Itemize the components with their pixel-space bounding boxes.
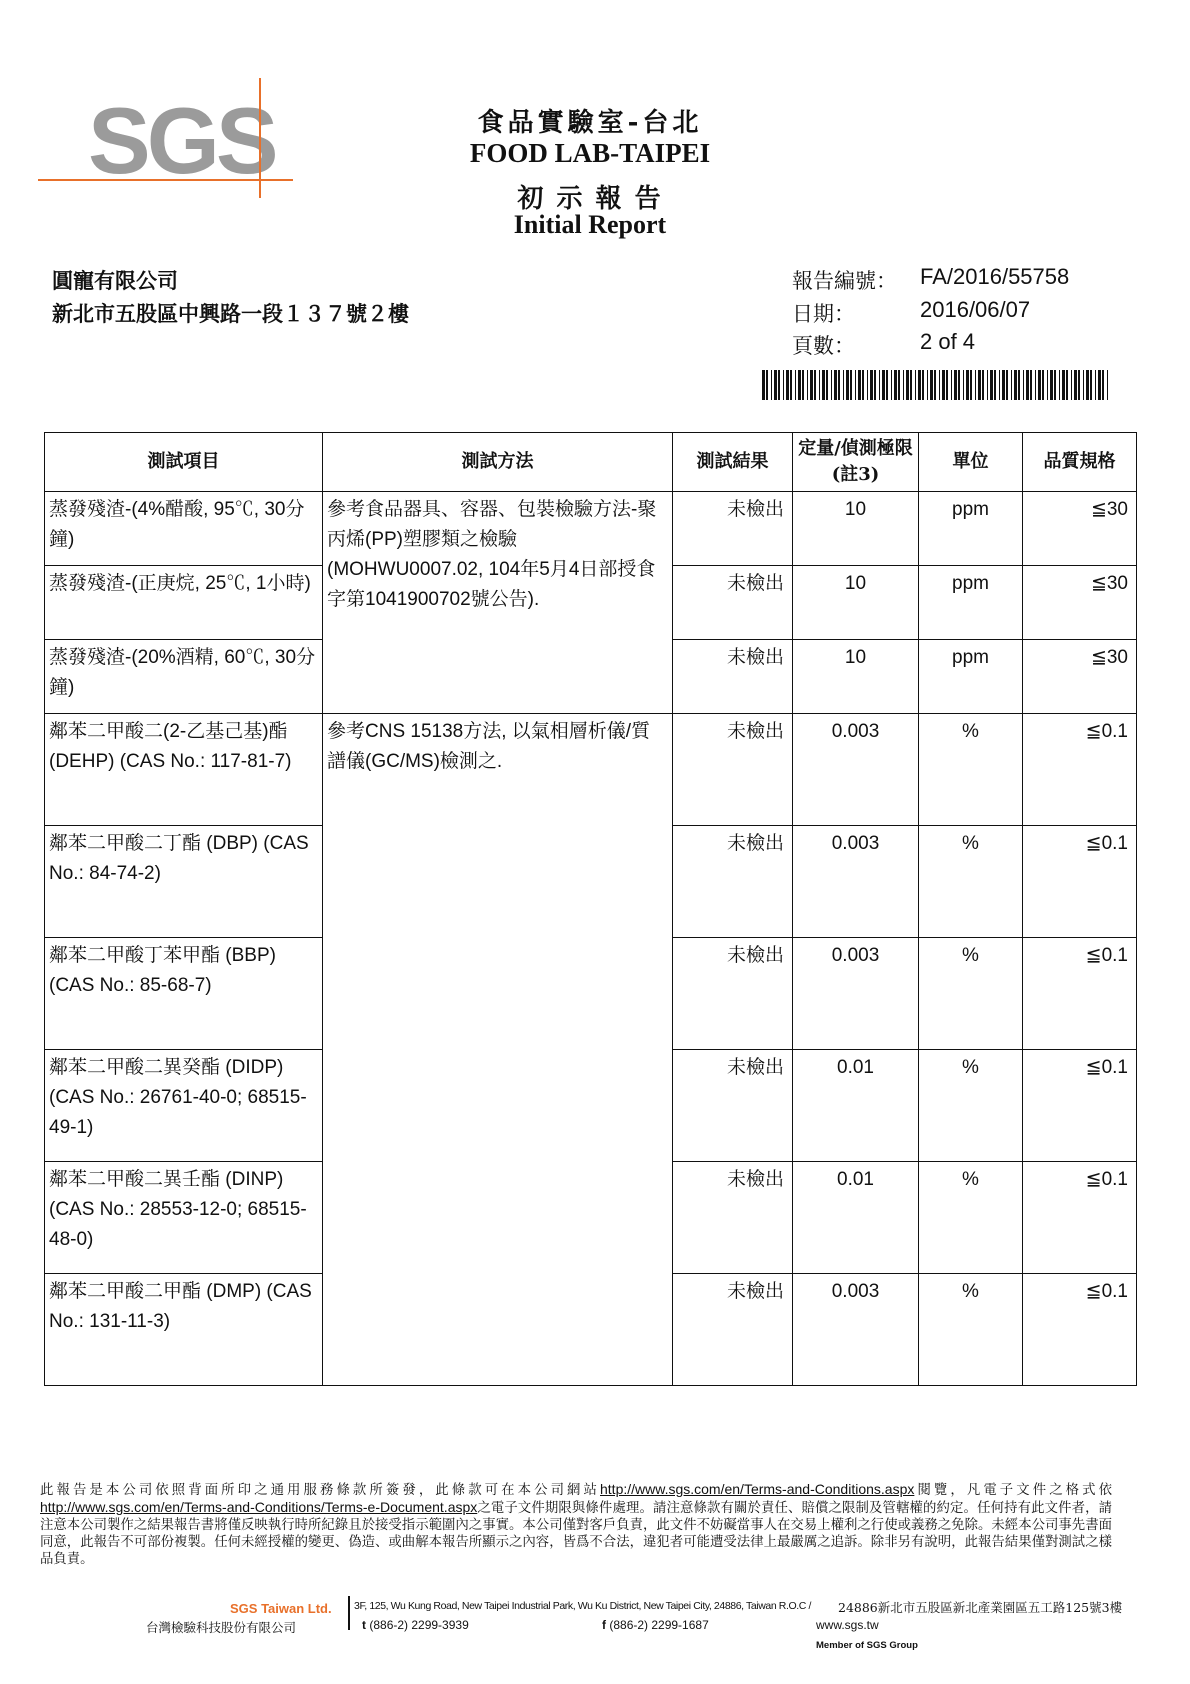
barcode-bar [1107, 370, 1108, 400]
row-spec: ≦30 [1023, 640, 1137, 714]
barcode-bar [1078, 370, 1080, 400]
fax-number: (886-2) 2299-1687 [609, 1618, 709, 1632]
row-limit: 10 [793, 492, 919, 566]
report-type-zh: 初 示 報 告 [517, 184, 663, 214]
barcode-bar [1023, 370, 1024, 400]
fax-label: f [602, 1618, 606, 1632]
header-result: 測試結果 [673, 433, 793, 492]
barcode-bar [819, 370, 820, 400]
barcode-bar [891, 370, 892, 400]
row-spec: ≦0.1 [1023, 826, 1137, 938]
barcode-bar [1095, 370, 1096, 400]
client-address: 新北市五股區中興路一段１３７號２樓 [52, 301, 409, 326]
row-unit: ppm [919, 492, 1023, 566]
header-test-method: 測試方法 [323, 433, 673, 492]
row-limit: 0.01 [793, 1050, 919, 1162]
barcode-bar [1086, 370, 1089, 400]
disclaimer-text-2: 閱覽，凡電子文件之格式依 [914, 1483, 1113, 1498]
barcode-bar [810, 370, 813, 400]
barcode-bar [874, 370, 876, 400]
barcode-bar [990, 370, 993, 400]
row-item: 蒸發殘渣-(4%醋酸, 95℃, 30分鐘) [45, 492, 323, 566]
disclaimer-text-1: 此報告是本公司依照背面所印之通用服務條款所簽發，此條款可在本公司網站 [40, 1483, 600, 1498]
row-item: 鄰苯二甲酸丁苯甲酯 (BBP) (CAS No.: 85-68-7) [45, 938, 323, 1050]
barcode-bar [927, 370, 928, 400]
barcode-bar [1090, 370, 1092, 400]
barcode-bar [826, 370, 828, 400]
page-count-label: 頁數： [792, 334, 855, 358]
barcode-bar [1054, 370, 1056, 400]
barcode-bar [910, 370, 912, 400]
barcode-bar [855, 370, 856, 400]
row-spec: ≦30 [1023, 566, 1137, 640]
e-document-terms-link[interactable]: http://www.sgs.com/en/Terms-and-Conditions/Terms-e-Document.aspx [40, 1499, 478, 1515]
barcode-bar [862, 370, 864, 400]
barcode-bar [999, 370, 1000, 400]
row-unit: % [919, 938, 1023, 1050]
client-name: 圓寵有限公司 [52, 268, 178, 293]
row-unit: % [919, 826, 1023, 938]
lab-title-en: FOOD LAB-TAIPEI [469, 138, 711, 168]
row-result: 未檢出 [673, 492, 793, 566]
header-test-item: 測試項目 [45, 433, 323, 492]
row-item: 鄰苯二甲酸二(2-乙基己基)酯 (DEHP) (CAS No.: 117-81-7) [45, 714, 323, 826]
row-item: 蒸發殘渣-(正庚烷, 25℃, 1小時) [45, 566, 323, 640]
barcode-bar [783, 370, 784, 400]
barcode-bar [867, 370, 868, 400]
report-number: FA/2016/55758 [920, 264, 1070, 289]
row-limit: 0.003 [793, 826, 919, 938]
barcode-bar [838, 370, 840, 400]
header-unit: 單位 [919, 433, 1023, 492]
barcode-bar [954, 370, 957, 400]
row-limit: 0.003 [793, 938, 919, 1050]
row-method: 參考食品器具、容器、包裝檢驗方法-聚丙烯(PP)塑膠類之檢驗(MOHWU0007.02, 104年5月4日部授食字第1041900702號公告). [323, 492, 673, 714]
row-unit: % [919, 714, 1023, 826]
barcode-bar [846, 370, 849, 400]
barcode-bar [951, 370, 952, 400]
barcode-bar [1018, 370, 1020, 400]
barcode-bar [822, 370, 825, 400]
barcode-bar [906, 370, 909, 400]
row-item: 鄰苯二甲酸二丁酯 (DBP) (CAS No.: 84-74-2) [45, 826, 323, 938]
tel-label: t [362, 1618, 366, 1632]
footer-divider [348, 1596, 350, 1630]
barcode-bar [814, 370, 816, 400]
row-result: 未檢出 [673, 826, 793, 938]
barcode-bar [1062, 370, 1065, 400]
row-spec: ≦0.1 [1023, 1274, 1137, 1386]
barcode-bar [802, 370, 804, 400]
row-spec: ≦30 [1023, 492, 1137, 566]
footer-tel [362, 1618, 469, 1632]
barcode-bar [786, 370, 789, 400]
barcode-bar [930, 370, 933, 400]
barcode-bar [1002, 370, 1005, 400]
barcode-bar [807, 370, 808, 400]
barcode-bar [994, 370, 996, 400]
barcode-bar [858, 370, 861, 400]
row-unit: % [919, 1050, 1023, 1162]
row-result: 未檢出 [673, 938, 793, 1050]
report-type-en: Initial Report [513, 210, 667, 239]
header-spec: 品質規格 [1023, 433, 1137, 492]
barcode-bar [870, 370, 873, 400]
barcode-bar [1038, 370, 1041, 400]
barcode-bar [975, 370, 976, 400]
row-limit: 10 [793, 566, 919, 640]
barcode-bar [790, 370, 792, 400]
row-spec: ≦0.1 [1023, 938, 1137, 1050]
row-unit: ppm [919, 640, 1023, 714]
barcode-bar [898, 370, 900, 400]
barcode-bar [831, 370, 832, 400]
barcode-bar [934, 370, 936, 400]
row-unit: % [919, 1274, 1023, 1386]
barcode-bar [1102, 370, 1104, 400]
tel-number: (886-2) 2299-3939 [369, 1618, 469, 1632]
row-spec: ≦0.1 [1023, 1050, 1137, 1162]
barcode-bar [1071, 370, 1072, 400]
row-result: 未檢出 [673, 714, 793, 826]
barcode-bar [886, 370, 888, 400]
barcode-bar [795, 370, 796, 400]
row-unit: % [919, 1162, 1023, 1274]
barcode-bar [922, 370, 924, 400]
barcode-bar [879, 370, 880, 400]
barcode-bar [1042, 370, 1044, 400]
barcode-bar [1098, 370, 1101, 400]
barcode-bar [958, 370, 960, 400]
barcode-bar [1059, 370, 1060, 400]
barcode-bar [1011, 370, 1012, 400]
footer-company-zh: 台灣檢驗科技股份有限公司 [146, 1620, 297, 1635]
barcode-bar [1050, 370, 1053, 400]
row-result: 未檢出 [673, 1274, 793, 1386]
footer-address-zh: 24886新北市五股區新北產業園區五工路125號3樓 [838, 1600, 1123, 1615]
disclaimer-text-3: 之電子文件期限與條件處理。請注意條款有關於責任、賠償之限制及管轄權的約定。任何持有此文件者，請注意本公司製作之結果報告書將僅反映執行時所紀錄且於接受指示範圍內之事實。本公司僅對客戶負責，此文件不妨礙當事人在交易上權利之行使或義務之免除。未經本公司事先書面同意，此報告不可部份複製。任何未經授權的變更、偽造、或曲解本報告所顯示之內容，皆爲不合法，違犯者可能遭受法律上最嚴厲之追訴。除非另有說明，此報告結果僅對測試之樣品負責。 [40, 1501, 1112, 1567]
barcode-bar [798, 370, 801, 400]
barcode-bar [850, 370, 852, 400]
row-limit: 0.003 [793, 714, 919, 826]
barcode-bar [843, 370, 844, 400]
row-result: 未檢出 [673, 1162, 793, 1274]
footer-website[interactable]: www.sgs.tw [816, 1618, 879, 1632]
barcode [762, 370, 1112, 400]
footer-fax [602, 1618, 709, 1632]
row-item: 鄰苯二甲酸二異癸酯 (DIDP) (CAS No.: 26761-40-0; 68515-49-1) [45, 1050, 323, 1162]
barcode-bar [946, 370, 948, 400]
row-item: 鄰苯二甲酸二甲酯 (DMP) (CAS No.: 131-11-3) [45, 1274, 323, 1386]
barcode-bar [982, 370, 984, 400]
barcode-bar [882, 370, 885, 400]
barcode-bar [1014, 370, 1017, 400]
barcode-bar [942, 370, 945, 400]
report-date: 2016/06/07 [920, 297, 1031, 322]
barcode-bar [894, 370, 897, 400]
header-limit [793, 433, 919, 492]
barcode-bar [918, 370, 921, 400]
barcode-bar [1047, 370, 1048, 400]
barcode-bar [978, 370, 981, 400]
row-method: 參考CNS 15138方法, 以氣相層析儀/質譜儀(GC/MS)檢測之. [323, 714, 673, 1386]
row-unit: ppm [919, 566, 1023, 640]
row-spec: ≦0.1 [1023, 1162, 1137, 1274]
barcode-bar [762, 370, 765, 400]
barcode-bar [774, 370, 777, 400]
barcode-bar [1030, 370, 1032, 400]
barcode-bar [834, 370, 837, 400]
terms-link[interactable]: http://www.sgs.com/en/Terms-and-Conditions.aspx [600, 1481, 915, 1497]
barcode-bar [778, 370, 780, 400]
footer-address-en: 3F, 125, Wu Kung Road, New Taipei Industrial Park, Wu Ku District, New Taipei City, 24886, Taiwan R.O.C / [354, 1600, 811, 1612]
barcode-bar [1035, 370, 1036, 400]
footer-company-en: SGS Taiwan Ltd. [230, 1601, 332, 1616]
table-header-row [45, 433, 1137, 492]
barcode-bar [1026, 370, 1029, 400]
barcode-bar [903, 370, 904, 400]
barcode-bar [1066, 370, 1068, 400]
barcode-bar [766, 370, 768, 400]
row-limit: 10 [793, 640, 919, 714]
barcode-bar [939, 370, 940, 400]
row-limit: 0.003 [793, 1274, 919, 1386]
report-date-label: 日期： [792, 302, 855, 326]
report-number-label: 報告編號： [792, 269, 897, 293]
row-limit: 0.01 [793, 1162, 919, 1274]
barcode-bar [1006, 370, 1008, 400]
barcode-bar [1083, 370, 1084, 400]
page-count: 2 of 4 [920, 329, 976, 354]
lab-title-zh: 食品實驗室-台北 [477, 108, 703, 138]
row-spec: ≦0.1 [1023, 714, 1137, 826]
footer-member: Member of SGS Group [816, 1640, 918, 1651]
barcode-bar [966, 370, 969, 400]
sgs-logo [38, 78, 298, 198]
row-item: 鄰苯二甲酸二異壬酯 (DINP) (CAS No.: 28553-12-0; 68515-48-0) [45, 1162, 323, 1274]
barcode-bar [987, 370, 988, 400]
row-result: 未檢出 [673, 1050, 793, 1162]
disclaimer [40, 1481, 1112, 1568]
row-item: 蒸發殘渣-(20%酒精, 60℃, 30分鐘) [45, 640, 323, 714]
row-result: 未檢出 [673, 566, 793, 640]
barcode-bar [970, 370, 972, 400]
barcode-bar [963, 370, 964, 400]
sgs-logo-text: SGS [88, 88, 275, 193]
table-row [45, 714, 1137, 826]
barcode-bar [771, 370, 772, 400]
barcode-bar [1074, 370, 1077, 400]
results-table [44, 432, 1137, 1386]
row-result: 未檢出 [673, 640, 793, 714]
table-row [45, 492, 1137, 566]
header-limit-text: 定量/偵測極限(註3) [798, 438, 913, 485]
barcode-bar [915, 370, 916, 400]
